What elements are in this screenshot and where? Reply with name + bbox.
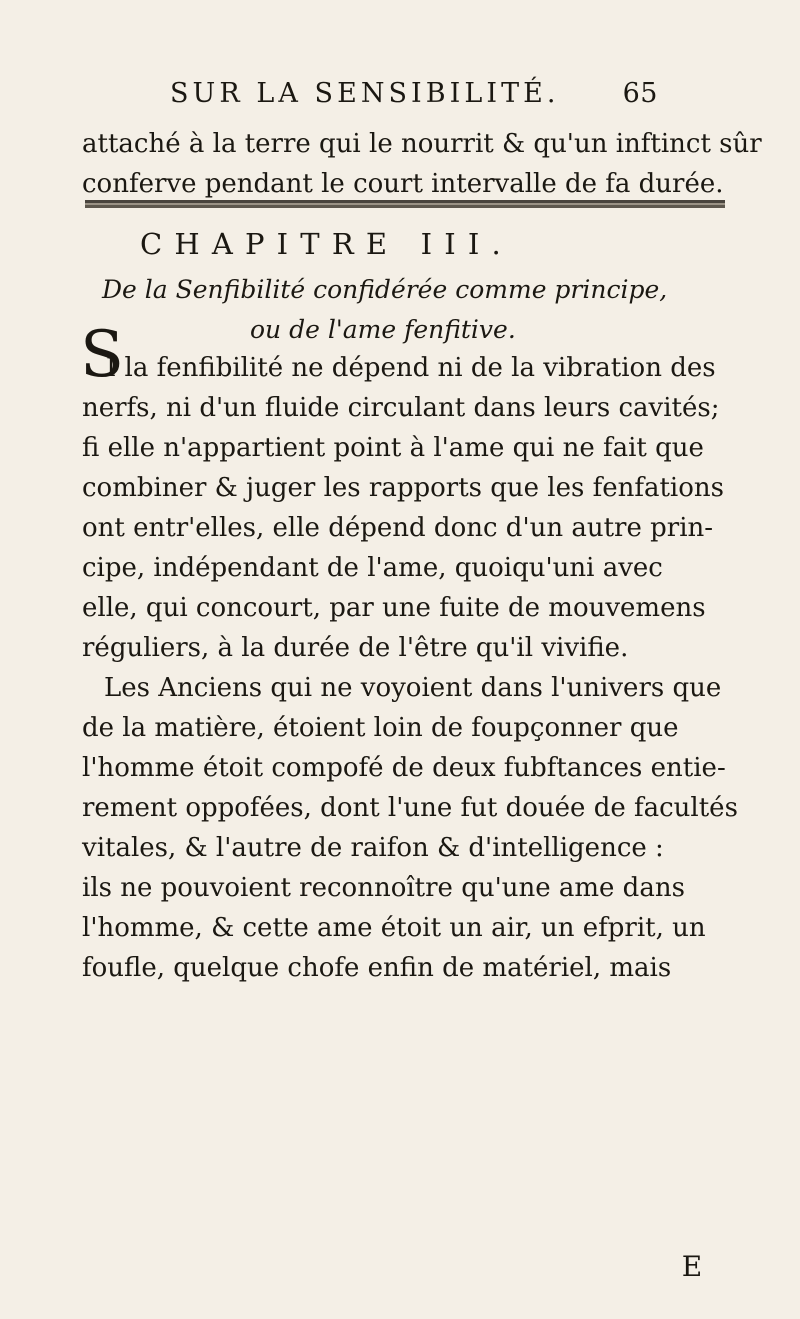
text-line: de la matière, étoient loin de foupçonner que	[82, 713, 679, 743]
chapter-heading-line: ou de l'ame fenfitive.	[250, 315, 516, 344]
chapter-title: CHAPITRE III.	[140, 227, 513, 261]
chapter-heading-line: De la Senfibilité confidérée comme principe,	[102, 275, 668, 304]
drop-cap: S	[80, 318, 124, 392]
text-line: nerfs, ni d'un fluide circulant dans leurs cavités;	[82, 393, 720, 423]
text-line: ont entr'elles, elle dépend donc d'un autre prin-	[82, 513, 714, 543]
text-line: l'homme, & cette ame étoit un air, un efprit, un	[82, 913, 706, 943]
text-line: attaché à la terre qui le nourrit & qu'un inftinct sûr	[82, 129, 762, 159]
text-line: fi elle n'appartient point à l'ame qui ne fait que	[82, 433, 704, 463]
text-line: vitales, & l'autre de raifon & d'intelligence :	[82, 833, 664, 863]
running-head-title: SUR LA SENSIBILITÉ.	[170, 78, 560, 109]
text-line: cipe, indépendant de l'ame, quoiqu'uni avec	[82, 553, 663, 583]
text-line: rement oppofées, dont l'une fut douée de facultés	[82, 793, 738, 823]
running-head	[170, 78, 670, 114]
text-line: I la fenfibilité ne dépend ni de la vibration des	[106, 353, 716, 383]
text-line: foufle, quelque chofe enfin de matériel, mais	[82, 953, 672, 983]
text-line: Les Anciens qui ne voyoient dans l'univers que	[104, 673, 722, 703]
section-rule	[85, 200, 725, 208]
page-number: 65	[622, 78, 658, 109]
signature-mark: E	[681, 1250, 703, 1283]
text-line: l'homme étoit compofé de deux fubftances entie-	[82, 753, 726, 783]
text-line: réguliers, à la durée de l'être qu'il vivifie.	[82, 633, 629, 663]
text-line: ils ne pouvoient reconnoître qu'une ame dans	[82, 873, 685, 903]
text-line: conferve pendant le court intervalle de fa durée.	[82, 169, 724, 199]
text-line: combiner & juger les rapports que les fenfations	[82, 473, 724, 503]
text-line: elle, qui concourt, par une fuite de mouvemens	[82, 593, 706, 623]
